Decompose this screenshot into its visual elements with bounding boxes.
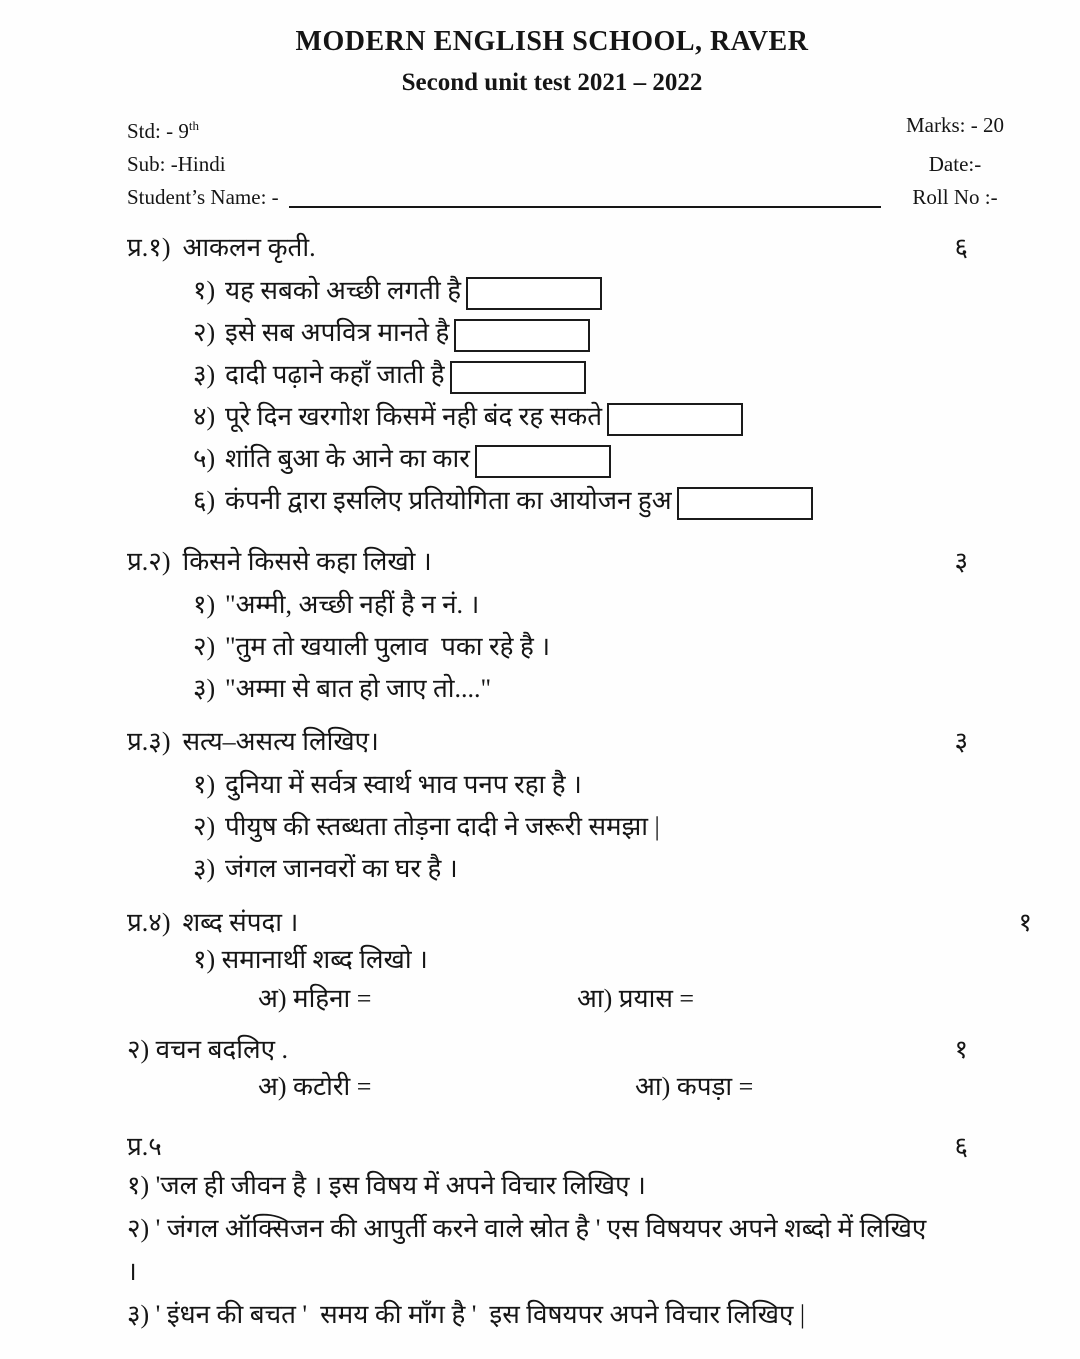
question-4-heading <box>127 906 1080 940</box>
question-item <box>193 396 1080 438</box>
item-text: "अम्मा से बात हो जाए तो...." <box>225 674 492 703</box>
answer-box[interactable] <box>454 319 590 352</box>
question-item <box>193 668 1080 710</box>
synonym-a: अ) महिना = <box>258 984 372 1013</box>
item-text: दुनिया में सर्वत्र स्वार्थ भाव पनप रहा है । <box>225 770 582 799</box>
item-text: "तुम तो खयाली पुलाव पका रहे है । <box>225 632 551 661</box>
item-number: ४) <box>193 402 216 431</box>
q4-sub-question-2 <box>127 1032 1080 1068</box>
question-item <box>193 270 1080 312</box>
question-item: २) ' जंगल ऑक्सिजन की आपुर्ती करने वाले स्रोत है ' एस विषयपर अपने शब्दो में लिखिए <box>127 1214 927 1243</box>
question-5 <box>127 1130 1080 1336</box>
question-2-items <box>127 584 1080 710</box>
item-number: ६) <box>193 486 216 515</box>
std-value: Std: - 9 <box>127 119 189 143</box>
item-text: कंपनी द्वारा इसलिए प्रतियोगिता का आयोजन हुअ <box>225 486 672 515</box>
question-item: १) 'जल ही जीवन है । इस विषय में अपने विचार लिखिए । <box>127 1171 646 1200</box>
student-name-field[interactable] <box>289 190 881 208</box>
question-number: प्र.२) <box>127 547 171 576</box>
question-marks: ६ <box>954 233 968 262</box>
item-text: शांति बुआ के आने का कार <box>225 444 470 473</box>
answer-box[interactable] <box>607 403 743 436</box>
question-item <box>193 438 1080 480</box>
question-item <box>193 584 1080 626</box>
question-item <box>193 312 1080 354</box>
std-label <box>127 109 885 148</box>
answer-box[interactable] <box>466 277 602 310</box>
sub-question-text: २) वचन बदलिए . <box>127 1035 288 1064</box>
item-number: ३) <box>193 360 216 389</box>
q4-synonym-pair <box>258 980 1080 1018</box>
item-number: ३) <box>193 854 216 883</box>
std-superscript: th <box>188 118 199 133</box>
question-2 <box>127 545 1080 710</box>
item-number: १) <box>193 276 216 305</box>
vachan-a: अ) कटोरी = <box>258 1072 372 1101</box>
question-1-heading <box>127 231 1080 265</box>
school-name: MODERN ENGLISH SCHOOL, RAVER <box>295 26 809 57</box>
item-text: पीयुष की स्तब्धता तोड़ना दादी ने जरूरी समझा | <box>225 812 660 841</box>
student-name-label: Student’s Name: - <box>127 185 279 209</box>
q4-sub-question-1: १) समानार्थी शब्द लिखो । <box>193 945 428 974</box>
question-number: प्र.४) <box>127 908 171 937</box>
question-4 <box>127 906 1080 1106</box>
question-number: प्र.५ <box>127 1132 162 1161</box>
item-number: १) <box>193 770 216 799</box>
header-info <box>127 109 1080 214</box>
item-number: ३) <box>193 674 216 703</box>
question-marks: ३ <box>954 547 968 576</box>
question-title: सत्य–असत्य लिखिए। <box>182 727 379 756</box>
question-5-heading <box>127 1130 1080 1164</box>
question-marks: १ <box>954 1035 968 1064</box>
question-3-items <box>127 764 1080 890</box>
question-item <box>193 480 1080 522</box>
question-item-continuation: । <box>127 1257 137 1286</box>
question-marks: ३ <box>954 727 968 756</box>
item-text: "अम्मी, अच्छी नहीं है न नं. । <box>225 590 480 619</box>
q4-vachan-pair <box>258 1068 1080 1106</box>
test-title: Second unit test 2021 – 2022 <box>401 69 703 96</box>
marks-label: Marks: - 20 <box>906 113 1004 137</box>
question-item <box>193 354 1080 396</box>
question-item: ३) ' इंधन की बचत ' समय की माँग है ' इस विषयपर अपने विचार लिखिए | <box>127 1300 806 1329</box>
item-number: २) <box>193 632 216 661</box>
answer-box[interactable] <box>677 487 813 520</box>
answer-box[interactable] <box>450 361 586 394</box>
date-label: Date:- <box>928 152 982 176</box>
question-item <box>193 626 1080 668</box>
student-name-row <box>127 181 885 214</box>
subject-label: Sub: -Hindi <box>127 152 226 176</box>
question-1-items <box>127 270 1080 522</box>
question-item <box>193 806 1080 848</box>
question-title: आकलन कृती. <box>182 233 316 262</box>
question-marks: १ <box>1018 908 1032 937</box>
roll-no-label: Roll No :- <box>912 185 998 209</box>
question-2-heading <box>127 545 1080 579</box>
item-text: इसे सब अपवित्र मानते है <box>225 318 450 347</box>
vachan-b: आ) कपड़ा = <box>635 1072 754 1101</box>
question-title: शब्द संपदा । <box>182 908 299 937</box>
item-text: यह सबको अच्छी लगती है <box>225 276 462 305</box>
question-title: किसने किससे कहा लिखो । <box>182 547 432 576</box>
item-text: जंगल जानवरों का घर है । <box>225 854 458 883</box>
question-3-heading <box>127 725 1080 759</box>
item-text: दादी पढ़ाने कहाँ जाती है <box>225 360 445 389</box>
question-1 <box>127 231 1080 522</box>
item-number: २) <box>193 318 216 347</box>
question-number: प्र.१) <box>127 233 171 262</box>
synonym-b: आ) प्रयास = <box>577 984 695 1013</box>
question-number: प्र.३) <box>127 727 171 756</box>
item-text: पूरे दिन खरगोश किसमें नही बंद रह सकते <box>225 402 603 431</box>
item-number: २) <box>193 812 216 841</box>
question-marks: ६ <box>954 1132 968 1161</box>
item-number: ५) <box>193 444 216 473</box>
question-item <box>193 764 1080 806</box>
question-item <box>193 848 1080 890</box>
question-3 <box>127 725 1080 890</box>
item-number: १) <box>193 590 216 619</box>
answer-box[interactable] <box>475 445 611 478</box>
